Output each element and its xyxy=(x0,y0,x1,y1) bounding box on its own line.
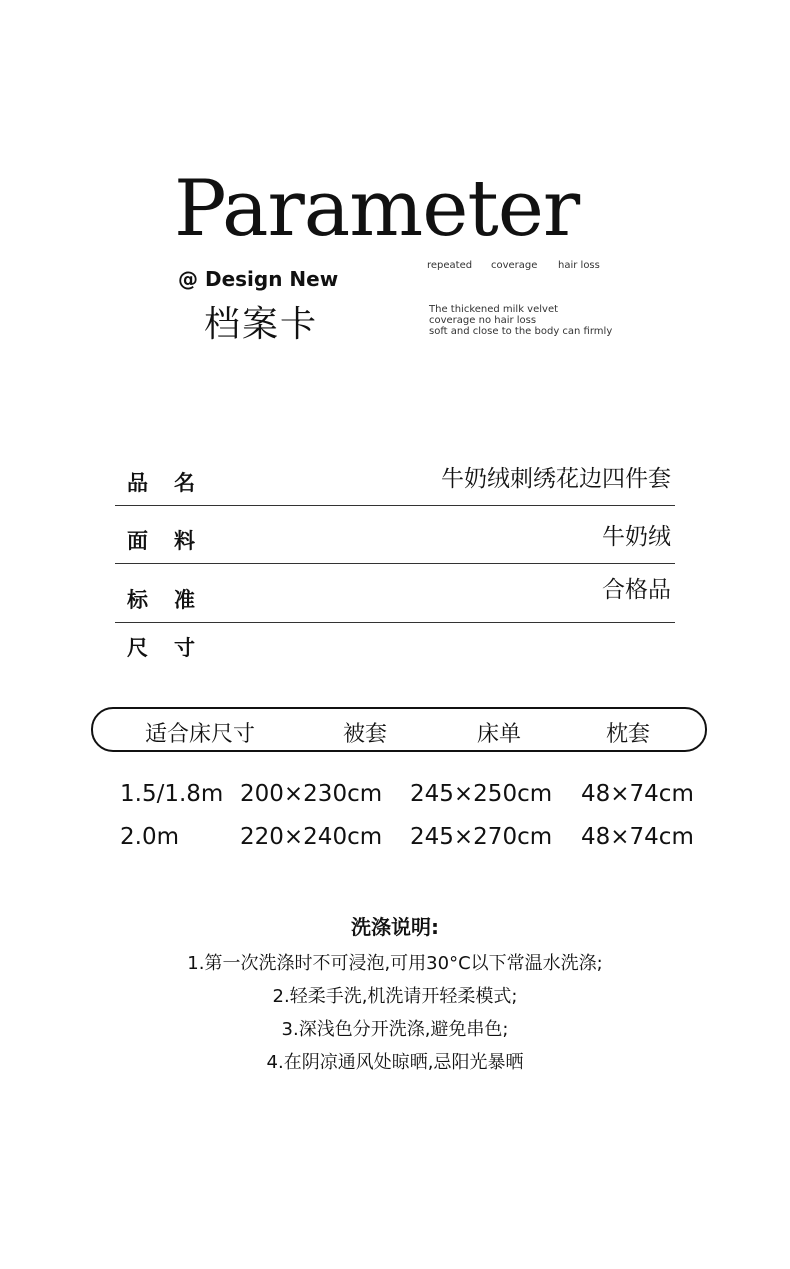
size-cell-bed: 1.5/1.8m xyxy=(120,781,224,807)
param-label: 标准 xyxy=(127,588,221,612)
param-label: 品名 xyxy=(127,471,221,495)
param-row-fabric xyxy=(115,505,675,564)
size-table-header xyxy=(91,707,707,752)
size-cell-pillow: 48×74cm xyxy=(581,824,694,850)
page-title: Parameter xyxy=(174,164,580,254)
param-label: 尺寸 xyxy=(127,636,221,660)
description-line: The thickened milk velvet xyxy=(429,304,559,315)
wash-item: 4.在阴凉通风处晾晒,忌阳光暴晒 xyxy=(266,1052,524,1073)
size-cell-pillow: 48×74cm xyxy=(581,781,694,807)
param-value: 牛奶绒 xyxy=(602,524,671,550)
size-cell-sheet: 245×270cm xyxy=(410,824,553,850)
wash-item: 3.深浅色分开洗涤,避免串色; xyxy=(281,1019,509,1040)
wash-item: 1.第一次洗涤时不可浸泡,可用30°C以下常温水洗涤; xyxy=(187,953,603,974)
size-cell-duvet: 200×230cm xyxy=(240,781,383,807)
header-duvet-cover: 被套 xyxy=(343,722,388,747)
description-line: soft and close to the body can firmly xyxy=(429,326,613,337)
header-bed-sheet: 床单 xyxy=(477,722,522,747)
header-bed-size: 适合床尺寸 xyxy=(145,722,256,747)
wash-item: 2.轻柔手洗,机洗请开轻柔模式; xyxy=(272,986,518,1007)
wash-title: 洗涤说明: xyxy=(351,915,439,939)
param-row-standard xyxy=(115,563,675,623)
param-row-name xyxy=(115,447,675,506)
brand-subtitle: @ Design New xyxy=(178,267,339,291)
param-value: 牛奶绒刺绣花边四件套 xyxy=(441,466,671,492)
tag-hair-loss: hair loss xyxy=(558,260,600,271)
param-value: 合格品 xyxy=(602,577,671,603)
param-row-size xyxy=(115,622,675,670)
tag-repeated: repeated xyxy=(427,260,473,271)
description-line: coverage no hair loss xyxy=(429,315,537,326)
param-label: 面料 xyxy=(127,529,221,553)
header-pillowcase: 枕套 xyxy=(606,722,651,747)
size-cell-bed: 2.0m xyxy=(120,824,179,850)
size-cell-sheet: 245×250cm xyxy=(410,781,553,807)
size-cell-duvet: 220×240cm xyxy=(240,824,383,850)
description-block xyxy=(429,304,612,337)
chinese-title: 档案卡 xyxy=(204,304,319,345)
tag-coverage: coverage xyxy=(491,260,538,271)
